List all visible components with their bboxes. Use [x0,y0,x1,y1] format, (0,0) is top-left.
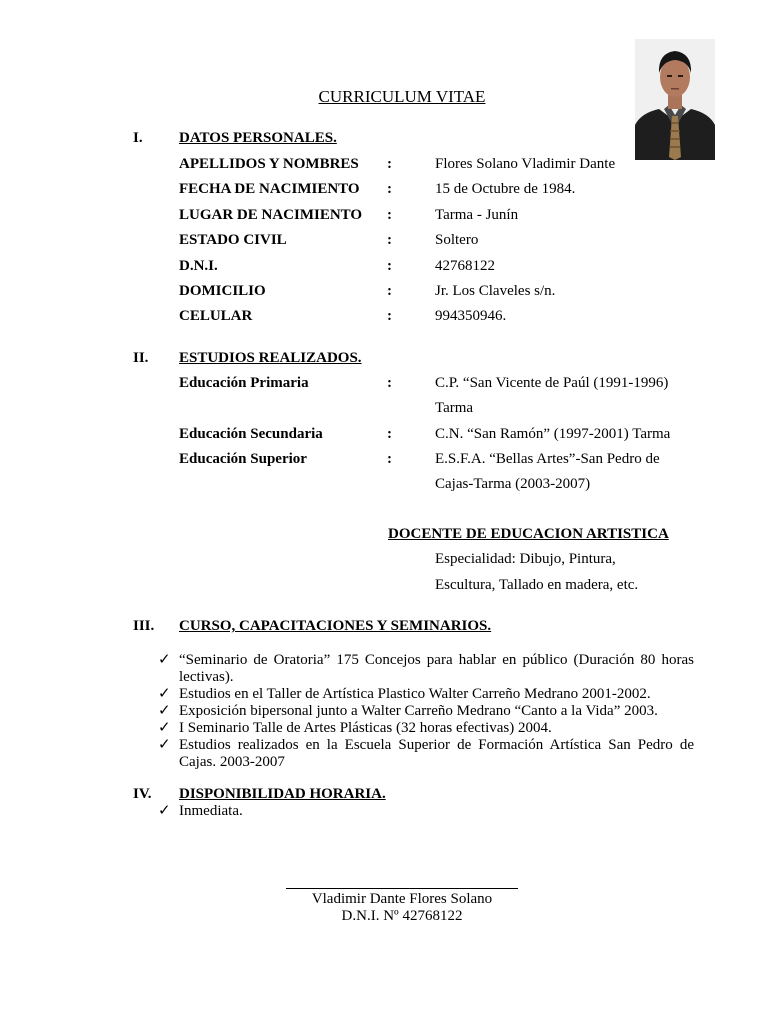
list-item [158,803,694,820]
section-number: I. [133,130,143,146]
availability-list [158,803,694,820]
field-value: 15 de Octubre de 1984. [435,181,576,197]
section-title-estudios: ESTUDIOS REALIZADOS. [179,350,362,366]
field-label: LUGAR DE NACIMIENTO [179,207,363,223]
field-separator: : [387,181,392,197]
study-value: Cajas-Tarma (2003-2007) [435,476,591,492]
degree-detail: Escultura, Tallado en madera, etc. [435,577,639,593]
checkmark-icon: ✓ [158,803,171,819]
field-label: APELLIDOS Y NOMBRES [179,156,359,172]
field-separator: : [387,426,392,442]
section-number: III. [133,618,155,634]
field-separator: : [387,258,392,274]
list-item [158,720,694,737]
study-value: C.P. “San Vicente de Paúl (1991-1996) [435,375,669,391]
list-item [158,737,694,771]
study-value: Tarma [435,400,474,416]
field-value: 42768122 [435,258,495,274]
field-value: Soltero [435,232,479,248]
courses-list [158,652,694,771]
study-value: C.N. “San Ramón” (1997-2001) Tarma [435,426,671,442]
field-separator: : [387,308,392,324]
field-separator: : [387,283,392,299]
field-separator: : [387,375,392,391]
course-text: Exposición bipersonal junto a Walter Carreño Medrano “Canto a la Vida” 2003. [179,703,658,719]
section-title-disponibilidad: DISPONIBILIDAD HORARIA. [179,786,386,802]
field-value: Flores Solano Vladimir Dante [435,156,616,172]
section-title-datos-personales: DATOS PERSONALES. [179,130,337,146]
field-value: 994350946. [435,308,507,324]
field-label: FECHA DE NACIMIENTO [179,181,360,197]
field-separator: : [387,232,392,248]
checkmark-icon: ✓ [158,686,171,702]
course-text: I Seminario Talle de Artes Plásticas (32 horas efectivas) 2004. [179,720,552,736]
field-value: Tarma - Junín [435,207,519,223]
availability-text: Inmediata. [179,803,243,819]
course-text: Estudios en el Taller de Artística Plastico Walter Carreño Medrano 2001-2002. [179,686,651,702]
signature-name: Vladimir Dante Flores Solano [311,891,493,907]
field-separator: : [387,207,392,223]
field-label: D.N.I. [179,258,218,274]
section-number: II. [133,350,149,366]
signature-line [286,888,518,889]
course-text: “Seminario de Oratoria” 175 Concejos para hablar en público (Duración 80 horas lectivas). [179,652,694,685]
degree-title: DOCENTE DE EDUCACION ARTISTICA [388,526,669,542]
study-label: Educación Primaria [179,375,309,391]
checkmark-icon: ✓ [158,737,171,753]
study-label: Educación Superior [179,451,307,467]
checkmark-icon: ✓ [158,720,171,736]
checkmark-icon: ✓ [158,652,171,668]
signature-dni: D.N.I. Nº 42768122 [341,908,463,924]
field-label: CELULAR [179,308,253,324]
list-item [158,703,694,720]
list-item [158,686,694,703]
section-title-cursos: CURSO, CAPACITACIONES Y SEMINARIOS. [179,618,492,634]
course-text: Estudios realizados en la Escuela Superior de Formación Artística San Pedro de Cajas. 2003-2007 [179,737,694,770]
field-value: Jr. Los Claveles s/n. [435,283,556,299]
study-value: E.S.F.A. “Bellas Artes”-San Pedro de [435,451,660,467]
list-item [158,652,694,686]
document-title: CURRICULUM VITAE [318,87,486,106]
field-separator: : [387,451,392,467]
checkmark-icon: ✓ [158,703,171,719]
study-label: Educación Secundaria [179,426,323,442]
degree-detail: Especialidad: Dibujo, Pintura, [435,551,616,567]
field-label: DOMICILIO [179,283,266,299]
field-label: ESTADO CIVIL [179,232,287,248]
field-separator: : [387,156,392,172]
section-number: IV. [133,786,152,802]
